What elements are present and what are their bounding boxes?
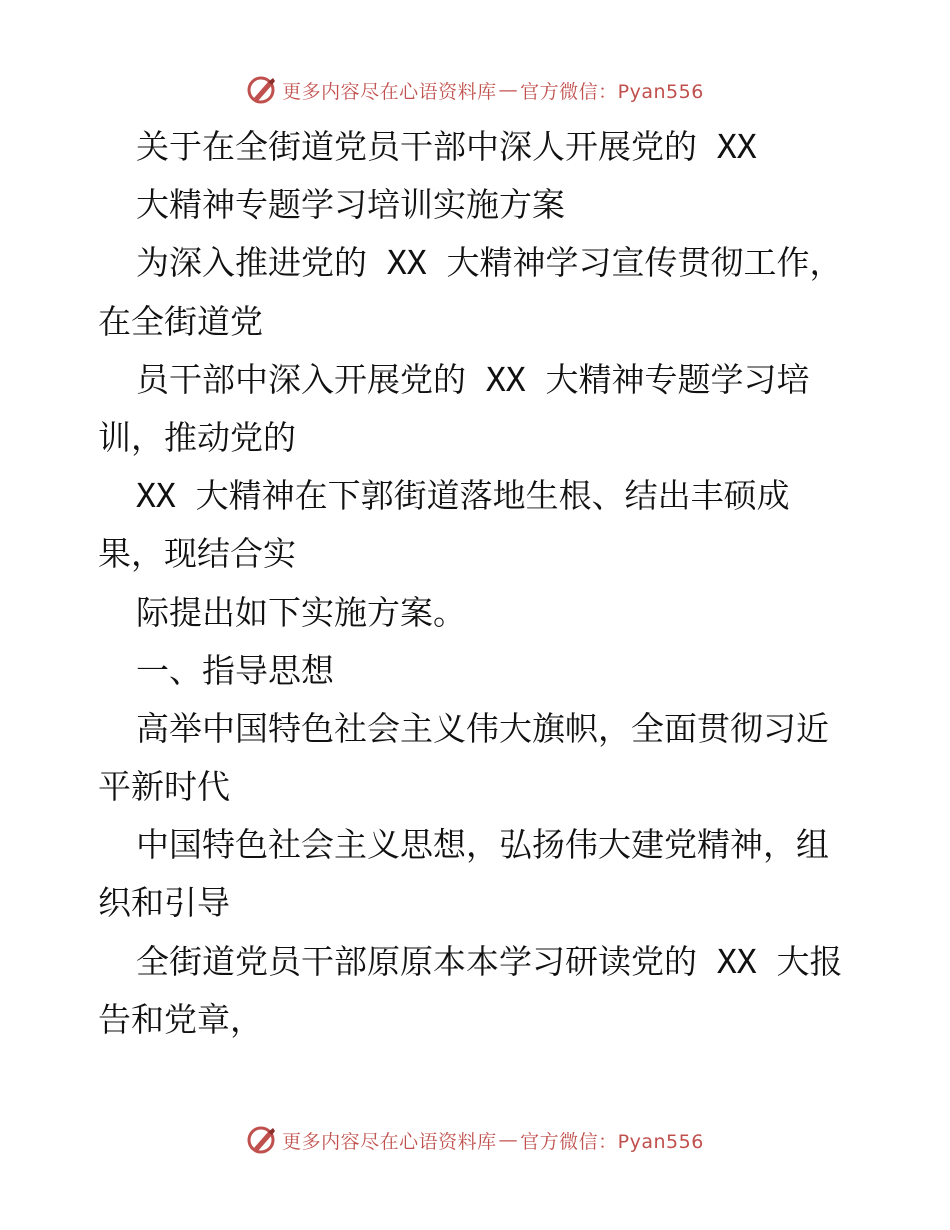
paragraph-line: 全街道党员干部原原本本学习研读党的 XX 大报 <box>136 941 843 981</box>
paragraph-line: 织和引导 <box>98 883 230 923</box>
paragraph-line: XX 大精神在下郭街道落地生根、结出丰硕成 <box>136 476 790 516</box>
paragraph-line: 为深入推进党的 XX 大精神学习宣传贯彻工作， <box>136 243 843 283</box>
paragraph-line: 告和党章， <box>98 999 263 1039</box>
banner-wechat: 官方微信：Pyan556 <box>520 1130 704 1153</box>
footer-watermark-banner <box>0 1122 950 1158</box>
banner-text: 更多内容尽在心语资料库 <box>282 80 497 103</box>
pen-logo-icon <box>246 1124 278 1156</box>
document-title-line: 大精神专题学习培训实施方案 <box>136 185 565 225</box>
paragraph-line: 员干部中深入开展党的 XX 大精神专题学习培 <box>136 359 810 399</box>
banner-wechat: 官方微信：Pyan556 <box>520 80 704 103</box>
banner-separator: — <box>498 1129 519 1151</box>
paragraph-line: 平新时代 <box>98 767 230 807</box>
banner-separator: — <box>498 79 519 101</box>
document-title-line: 关于在全街道党员干部中深人开展党的 XX <box>136 127 757 166</box>
paragraph-line: 果，现结合实 <box>98 534 296 574</box>
paragraph-line: 在全街道党 <box>98 301 263 341</box>
document-body <box>98 118 868 1049</box>
pen-logo-icon <box>246 74 278 106</box>
banner-text: 更多内容尽在心语资料库 <box>282 1130 497 1153</box>
paragraph-line: 高举中国特色社会主义伟大旗帜，全面贯彻习近 <box>136 708 829 748</box>
header-watermark-banner <box>0 72 950 108</box>
paragraph-line: 中国特色社会主义思想，弘扬伟大建党精神，组 <box>136 825 829 865</box>
section-heading: 一、指导思想 <box>136 650 334 690</box>
paragraph-line: 训，推动党的 <box>98 417 296 457</box>
paragraph-line: 际提出如下实施方案。 <box>136 592 466 632</box>
